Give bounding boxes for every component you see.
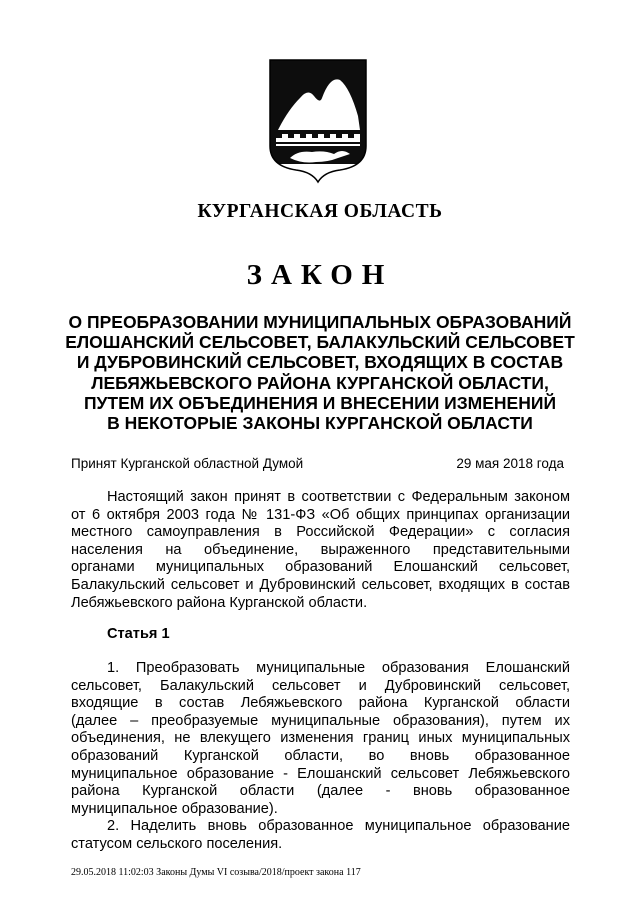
law-title-line: О ПРЕОБРАЗОВАНИИ МУНИЦИПАЛЬНЫХ ОБРАЗОВАНИЙ [68,312,572,332]
article-item-1 [71,660,570,818]
text-line: района Курганской области (далее - вновь образованное [71,783,570,800]
region-name: КУРГАНСКАЯ ОБЛАСТЬ [197,201,443,222]
text-line: (далее – преобразуемые муниципальные образования), путем их [71,712,570,729]
adopted-by: Принят Курганской областной Думой [71,456,304,471]
text-line: от 6 октября 2003 года № 131-ФЗ «Об общих принципах организации [71,506,570,523]
text-line: муниципальное образование - Елошанский сельсовет Лебяжьевского [71,765,570,782]
law-title-line: ПУТЕМ ИХ ОБЪЕДИНЕНИЯ И ВНЕСЕНИИ ИЗМЕНЕНИЙ [83,392,557,413]
text-line: органами муниципальных образований Елошанский сельсовет, [71,559,570,576]
text-line: Настоящий закон принят в соответствии с Федеральным законом [107,489,570,505]
adoption-date: 29 мая 2018 года [456,456,564,471]
document-type: ЗАКОН [246,259,394,291]
article-title: Статья 1 [107,626,170,642]
text-line: местного самоуправления в Российской Федерации» с согласия [71,524,570,541]
law-title-line: И ДУБРОВИНСКИЙ СЕЛЬСОВЕТ, ВХОДЯЩИХ В СОСТАВ [76,352,564,373]
text-line: статусом сельского поселения. [71,835,283,852]
coat-of-arms-emblem [268,58,368,188]
law-title-line: ЕЛОШАНСКИЙ СЕЛЬСОВЕТ, БАЛАКУЛЬСКИЙ СЕЛЬСОВЕТ [65,332,575,353]
text-line: муниципальное образование). [71,800,278,817]
preamble-paragraph [71,489,570,612]
law-title-line: В НЕКОТОРЫЕ ЗАКОНЫ КУРГАНСКОЙ ОБЛАСТИ [107,413,533,434]
text-line: объединения, не влекущего изменения границ иных муниципальных [71,730,570,747]
text-line: образований Курганской области, во вновь образованное [71,747,570,764]
text-line: Лебяжьевского района Курганской области. [71,594,368,611]
article-item-2 [71,818,570,853]
footer-file-path: 29.05.2018 11:02:03 Законы Думы VI созыва/2018/проект закона 117 [71,867,361,878]
text-line: Балакульский сельсовет и Дубровинский сельсовет, входящих в состав [71,576,570,593]
adoption-line [71,456,564,474]
law-title-line: ЛЕБЯЖЬЕВСКОГО РАЙОНА КУРГАНСКОЙ ОБЛАСТИ, [91,372,549,393]
text-line: населения на объединение, выраженного представительными [71,541,570,558]
text-line: 2. Наделить вновь образованное муниципальное образование [107,818,570,834]
text-line: входящие в состав Лебяжьевского района Курганской области [71,695,570,712]
law-title [50,312,590,433]
text-line: 1. Преобразовать муниципальные образования Елошанский [107,660,570,676]
text-line: сельсовет, Балакульский сельсовет и Дубровинский сельсовет, [71,677,570,694]
